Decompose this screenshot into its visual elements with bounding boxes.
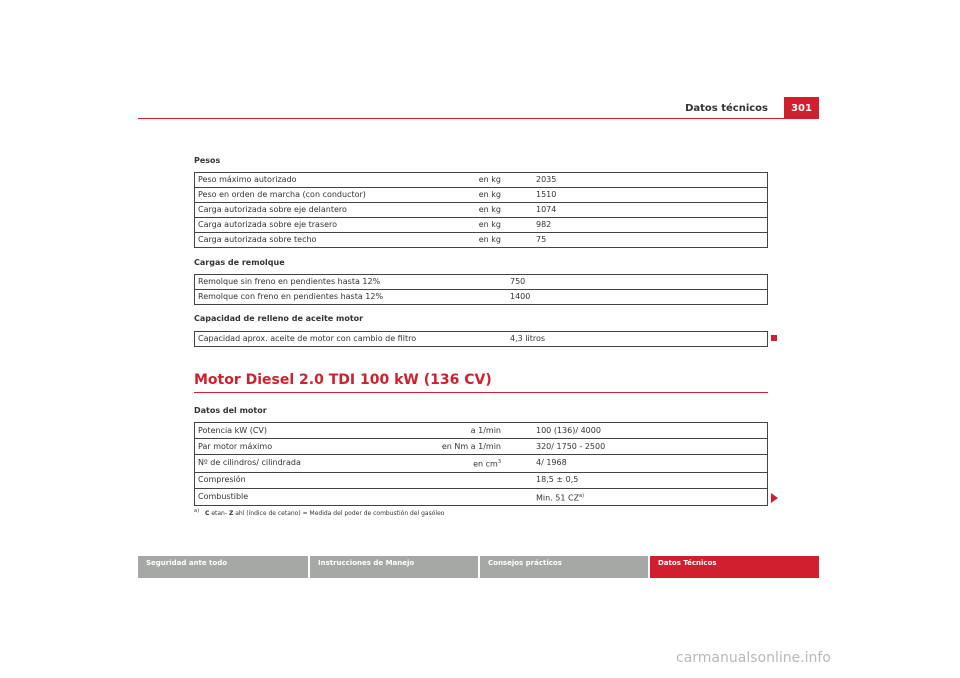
table-motor bbox=[194, 422, 768, 506]
row-unit bbox=[418, 455, 504, 473]
row-unit: en kg bbox=[418, 233, 504, 248]
row-label: Peso máximo autorizado bbox=[198, 175, 297, 184]
table-row bbox=[195, 332, 768, 347]
table-row bbox=[195, 233, 768, 248]
table-row bbox=[195, 472, 768, 488]
row-label: Carga autorizada sobre eje delantero bbox=[195, 203, 419, 218]
row-unit: en kg bbox=[478, 175, 501, 184]
table-row bbox=[195, 173, 768, 188]
row-label: Nº de cilindros/ cilindrada bbox=[195, 455, 419, 473]
row-unit: a 1/min bbox=[470, 425, 501, 435]
table-aceite bbox=[194, 331, 768, 347]
row-unit-superscript: 3 bbox=[497, 459, 501, 465]
table-remolque bbox=[194, 274, 768, 305]
table-row bbox=[195, 218, 768, 233]
footnote-reference: a) bbox=[579, 492, 585, 499]
page-number: 301 bbox=[784, 97, 819, 119]
table-row bbox=[195, 488, 768, 506]
watermark: carmanualsonline.info bbox=[676, 650, 831, 666]
row-unit bbox=[418, 488, 504, 506]
row-value: 750 bbox=[510, 277, 526, 286]
table-row bbox=[195, 439, 768, 455]
row-label: Remolque con freno en pendientes hasta 12% bbox=[195, 290, 479, 305]
row-value: 100 (136)/ 4000 bbox=[536, 425, 601, 435]
row-label: Capacidad aprox. aceite de motor con cambio de filtro bbox=[198, 334, 417, 343]
row-value: 982 bbox=[504, 218, 768, 233]
table-row bbox=[195, 455, 768, 473]
section-end-marker-icon bbox=[771, 335, 777, 341]
row-value: 2035 bbox=[536, 175, 557, 184]
motor-title-rule bbox=[194, 392, 768, 393]
footnote bbox=[194, 508, 444, 517]
row-label: Combustible bbox=[195, 488, 419, 506]
row-value: 1510 bbox=[504, 188, 768, 203]
row-unit: en kg bbox=[418, 218, 504, 233]
continue-arrow-icon bbox=[771, 493, 778, 503]
footnote-z-letter: Z bbox=[228, 510, 234, 517]
row-unit bbox=[418, 472, 504, 488]
header-rule bbox=[138, 118, 819, 119]
row-unit: en kg bbox=[418, 203, 504, 218]
row-value: 4/ 1968 bbox=[504, 455, 768, 473]
row-label: Par motor máximo bbox=[195, 439, 419, 455]
nav-tab-consejos[interactable]: Consejos prácticos bbox=[480, 556, 648, 578]
page-header-title: Datos técnicos bbox=[685, 103, 768, 114]
motor-section-title: Motor Diesel 2.0 TDI 100 kW (136 CV) bbox=[194, 372, 492, 388]
footnote-c-letter: C bbox=[205, 510, 210, 517]
nav-tab-instrucciones[interactable]: Instrucciones de Manejo bbox=[310, 556, 478, 578]
section-label-pesos: Pesos bbox=[194, 156, 221, 165]
row-value: 75 bbox=[504, 233, 768, 248]
row-value: 18,5 ± 0,5 bbox=[504, 472, 768, 488]
row-unit: en Nm a 1/min bbox=[418, 439, 504, 455]
table-row bbox=[195, 423, 768, 439]
row-label: Carga autorizada sobre eje trasero bbox=[195, 218, 419, 233]
table-row bbox=[195, 290, 768, 305]
row-value bbox=[504, 488, 768, 506]
table-row bbox=[195, 188, 768, 203]
row-value: 320/ 1750 - 2500 bbox=[504, 439, 768, 455]
row-label: Peso en orden de marcha (con conductor) bbox=[195, 188, 419, 203]
section-label-datos-motor: Datos del motor bbox=[194, 406, 267, 415]
table-pesos bbox=[194, 172, 768, 248]
row-value: 1074 bbox=[504, 203, 768, 218]
table-row bbox=[195, 203, 768, 218]
row-value: 4,3 litros bbox=[510, 334, 546, 343]
row-label: Remolque sin freno en pendientes hasta 12% bbox=[198, 277, 381, 286]
footnote-z-rest: ahl (índice de cetano) = Medida del poder de combustión del gasóleo bbox=[233, 510, 445, 517]
footnote-c-rest: etan- bbox=[209, 510, 229, 517]
section-label-remolque: Cargas de remolque bbox=[194, 258, 285, 267]
nav-tab-seguridad[interactable]: Seguridad ante todo bbox=[138, 556, 308, 578]
table-row bbox=[195, 275, 768, 290]
nav-tab-datos-tecnicos[interactable]: Datos Técnicos bbox=[650, 556, 819, 578]
section-label-aceite: Capacidad de relleno de aceite motor bbox=[194, 314, 364, 323]
row-unit-text: en cm bbox=[473, 459, 498, 469]
row-label: Compresión bbox=[195, 472, 419, 488]
footnote-mark: a) bbox=[194, 508, 200, 514]
row-value: 1400 bbox=[478, 290, 768, 305]
row-unit: en kg bbox=[418, 188, 504, 203]
row-label: Potencia kW (CV) bbox=[198, 425, 268, 435]
row-label: Carga autorizada sobre techo bbox=[195, 233, 419, 248]
row-value-text: Min. 51 CZ bbox=[536, 493, 580, 503]
